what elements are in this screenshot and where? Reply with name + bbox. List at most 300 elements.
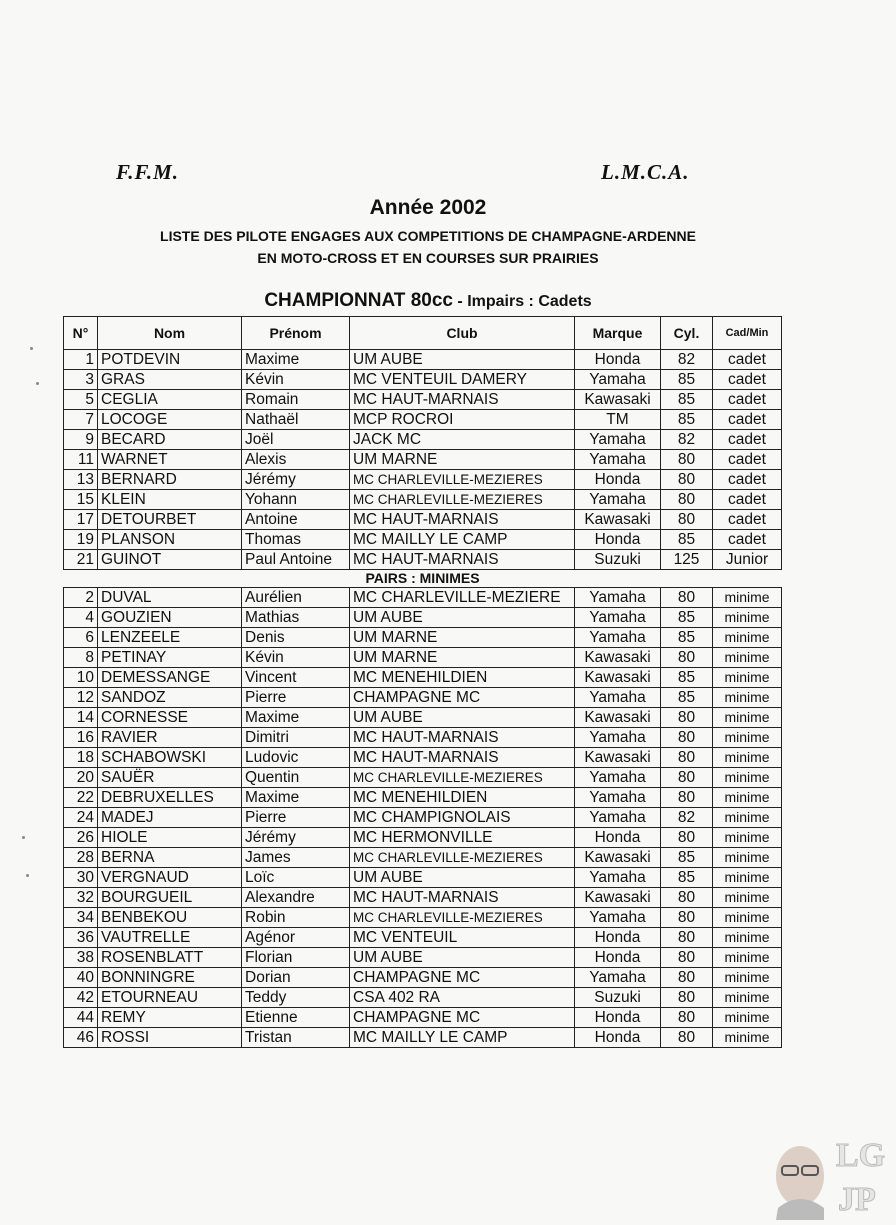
cell-club: MC CHARLEVILLE-MEZIERES — [350, 768, 575, 788]
table-row — [64, 450, 782, 470]
cell-nom: LOCOGE — [98, 410, 242, 430]
cell-number: 15 — [64, 490, 98, 510]
cell-number: 9 — [64, 430, 98, 450]
subtitle-line-1: LISTE DES PILOTE ENGAGES AUX COMPETITIONS DE CHAMPAGNE-ARDENNE — [160, 228, 696, 244]
cell-nom: SCHABOWSKI — [98, 748, 242, 768]
org-ffm: F.F.M. — [116, 160, 180, 184]
cell-prenom: Agénor — [242, 928, 350, 948]
cell-marque: Yamaha — [575, 608, 661, 628]
cell-category: minime — [713, 828, 782, 848]
cell-marque: Suzuki — [575, 988, 661, 1008]
table-row — [64, 530, 782, 550]
watermark-text-bottom: JP — [838, 1181, 876, 1218]
cell-club: MC MENEHILDIEN — [350, 788, 575, 808]
cell-marque: Honda — [575, 1028, 661, 1048]
table-row — [64, 648, 782, 668]
cell-club: UM AUBE — [350, 948, 575, 968]
cell-number: 3 — [64, 370, 98, 390]
cell-category: cadet — [713, 530, 782, 550]
cell-number: 1 — [64, 350, 98, 370]
cell-cyl: 85 — [661, 628, 713, 648]
cell-prenom: Paul Antoine — [242, 550, 350, 570]
cell-prenom: Dorian — [242, 968, 350, 988]
cell-prenom: Alexis — [242, 450, 350, 470]
cell-cyl: 82 — [661, 430, 713, 450]
cell-cyl: 80 — [661, 490, 713, 510]
cell-number: 38 — [64, 948, 98, 968]
cell-cyl: 80 — [661, 968, 713, 988]
cell-number: 42 — [64, 988, 98, 1008]
cell-nom: VERGNAUD — [98, 868, 242, 888]
minimes-section — [64, 588, 782, 1048]
section-divider — [64, 570, 782, 588]
cell-nom: DUVAL — [98, 588, 242, 608]
cell-number: 30 — [64, 868, 98, 888]
cell-marque: Honda — [575, 828, 661, 848]
cell-cyl: 85 — [661, 370, 713, 390]
cell-marque: Kawasaki — [575, 668, 661, 688]
cell-marque: Yamaha — [575, 728, 661, 748]
cell-prenom: Jérémy — [242, 828, 350, 848]
cell-cyl: 80 — [661, 470, 713, 490]
cadets-section — [64, 350, 782, 570]
cell-category: minime — [713, 708, 782, 728]
cell-nom: ETOURNEAU — [98, 988, 242, 1008]
cell-prenom: Nathaël — [242, 410, 350, 430]
cell-club: MC CHARLEVILLE-MEZIERE — [350, 588, 575, 608]
cell-prenom: Joël — [242, 430, 350, 450]
table-row — [64, 988, 782, 1008]
cell-nom: SANDOZ — [98, 688, 242, 708]
cell-nom: WARNET — [98, 450, 242, 470]
table-row — [64, 788, 782, 808]
table-row — [64, 430, 782, 450]
cell-marque: Honda — [575, 470, 661, 490]
cell-marque: Honda — [575, 1008, 661, 1028]
cell-cyl: 80 — [661, 928, 713, 948]
cell-number: 12 — [64, 688, 98, 708]
cell-club: CHAMPAGNE MC — [350, 1008, 575, 1028]
cell-club: UM AUBE — [350, 350, 575, 370]
table-row — [64, 1028, 782, 1048]
cell-marque: Yamaha — [575, 688, 661, 708]
cell-nom: BENBEKOU — [98, 908, 242, 928]
cell-number: 20 — [64, 768, 98, 788]
table-row — [64, 728, 782, 748]
cell-nom: ROSSI — [98, 1028, 242, 1048]
cell-prenom: Jérémy — [242, 470, 350, 490]
cell-club: CSA 402 RA — [350, 988, 575, 1008]
cell-cyl: 80 — [661, 510, 713, 530]
cell-prenom: Dimitri — [242, 728, 350, 748]
cell-prenom: Kévin — [242, 370, 350, 390]
cell-prenom: Maxime — [242, 788, 350, 808]
cell-prenom: Aurélien — [242, 588, 350, 608]
cell-prenom: Thomas — [242, 530, 350, 550]
cell-club: MC MAILLY LE CAMP — [350, 1028, 575, 1048]
cell-marque: Yamaha — [575, 968, 661, 988]
cell-category: minime — [713, 808, 782, 828]
cell-category: minime — [713, 948, 782, 968]
cell-nom: DEBRUXELLES — [98, 788, 242, 808]
cell-cyl: 80 — [661, 588, 713, 608]
table-row — [64, 588, 782, 608]
cell-club: MC HAUT-MARNAIS — [350, 510, 575, 530]
cell-club: CHAMPAGNE MC — [350, 968, 575, 988]
table-row — [64, 888, 782, 908]
table-row — [64, 410, 782, 430]
cell-marque: Kawasaki — [575, 708, 661, 728]
cell-cyl: 125 — [661, 550, 713, 570]
cell-category: minime — [713, 768, 782, 788]
cell-category: minime — [713, 1008, 782, 1028]
cell-number: 5 — [64, 390, 98, 410]
cell-cyl: 85 — [661, 410, 713, 430]
table-row — [64, 928, 782, 948]
cell-club: MC MAILLY LE CAMP — [350, 530, 575, 550]
cell-nom: HIOLE — [98, 828, 242, 848]
cell-club: MC CHARLEVILLE-MEZIERES — [350, 470, 575, 490]
cell-prenom: Denis — [242, 628, 350, 648]
table-row — [64, 948, 782, 968]
championship-name: CHAMPIONNAT 80cc — [264, 290, 453, 311]
cell-club: UM MARNE — [350, 450, 575, 470]
cell-marque: Kawasaki — [575, 888, 661, 908]
cell-number: 22 — [64, 788, 98, 808]
table-row — [64, 628, 782, 648]
cell-number: 26 — [64, 828, 98, 848]
cell-nom: GUINOT — [98, 550, 242, 570]
cell-nom: KLEIN — [98, 490, 242, 510]
cell-club: UM AUBE — [350, 708, 575, 728]
cell-prenom: Pierre — [242, 808, 350, 828]
cell-marque: Yamaha — [575, 490, 661, 510]
cell-club: MC CHARLEVILLE-MEZIERES — [350, 490, 575, 510]
cell-club: MC HAUT-MARNAIS — [350, 728, 575, 748]
cell-club: MC VENTEUIL — [350, 928, 575, 948]
table-row — [64, 688, 782, 708]
cell-category: cadet — [713, 510, 782, 530]
table-row — [64, 708, 782, 728]
col-header-nom: Nom — [98, 317, 242, 350]
col-header-category: Cad/Min — [713, 317, 782, 350]
cell-number: 21 — [64, 550, 98, 570]
org-lmca: L.M.C.A. — [601, 160, 690, 184]
cell-category: minime — [713, 908, 782, 928]
cell-prenom: Vincent — [242, 668, 350, 688]
cell-cyl: 80 — [661, 788, 713, 808]
cell-marque: Yamaha — [575, 370, 661, 390]
cell-number: 28 — [64, 848, 98, 868]
cell-category: minime — [713, 728, 782, 748]
col-header-prenom: Prénom — [242, 317, 350, 350]
cell-category: minime — [713, 788, 782, 808]
cell-number: 13 — [64, 470, 98, 490]
table-row — [64, 1008, 782, 1028]
cell-number: 17 — [64, 510, 98, 530]
cell-club: MC HAUT-MARNAIS — [350, 888, 575, 908]
cell-category: minime — [713, 668, 782, 688]
cell-prenom: Alexandre — [242, 888, 350, 908]
cell-number: 14 — [64, 708, 98, 728]
cell-cyl: 85 — [661, 608, 713, 628]
cell-club: JACK MC — [350, 430, 575, 450]
cell-number: 44 — [64, 1008, 98, 1028]
cell-category: minime — [713, 848, 782, 868]
cell-prenom: Mathias — [242, 608, 350, 628]
cell-club: MC CHARLEVILLE-MEZIERES — [350, 908, 575, 928]
cell-marque: Yamaha — [575, 430, 661, 450]
cell-nom: BOURGUEIL — [98, 888, 242, 908]
cell-nom: PETINAY — [98, 648, 242, 668]
cell-category: cadet — [713, 410, 782, 430]
col-header-marque: Marque — [575, 317, 661, 350]
cell-cyl: 80 — [661, 988, 713, 1008]
cell-marque: Yamaha — [575, 868, 661, 888]
cell-marque: Suzuki — [575, 550, 661, 570]
cell-number: 11 — [64, 450, 98, 470]
col-header-cyl: Cyl. — [661, 317, 713, 350]
cell-nom: REMY — [98, 1008, 242, 1028]
cell-marque: Honda — [575, 948, 661, 968]
cell-nom: GRAS — [98, 370, 242, 390]
cell-prenom: Robin — [242, 908, 350, 928]
cell-nom: PLANSON — [98, 530, 242, 550]
table-row — [64, 968, 782, 988]
cell-cyl: 80 — [661, 828, 713, 848]
cell-prenom: Florian — [242, 948, 350, 968]
cell-marque: Yamaha — [575, 788, 661, 808]
subtitle-line-2: EN MOTO-CROSS ET EN COURSES SUR PRAIRIES — [257, 250, 599, 266]
cell-category: cadet — [713, 450, 782, 470]
scan-speck — [22, 836, 25, 839]
cell-club: UM MARNE — [350, 628, 575, 648]
cell-cyl: 80 — [661, 768, 713, 788]
cell-marque: Yamaha — [575, 628, 661, 648]
table-row — [64, 828, 782, 848]
cell-category: minime — [713, 888, 782, 908]
cell-marque: Yamaha — [575, 450, 661, 470]
cell-prenom: Antoine — [242, 510, 350, 530]
cell-cyl: 85 — [661, 688, 713, 708]
cell-marque: Yamaha — [575, 768, 661, 788]
cell-club: UM AUBE — [350, 608, 575, 628]
cell-category: minime — [713, 748, 782, 768]
cell-cyl: 80 — [661, 450, 713, 470]
cell-cyl: 82 — [661, 808, 713, 828]
cell-prenom: Kévin — [242, 648, 350, 668]
cell-marque: Honda — [575, 928, 661, 948]
cell-cyl: 80 — [661, 908, 713, 928]
cell-marque: Honda — [575, 350, 661, 370]
cell-marque: Kawasaki — [575, 510, 661, 530]
cell-marque: Yamaha — [575, 908, 661, 928]
cell-marque: Kawasaki — [575, 848, 661, 868]
watermark-text-top: LG — [836, 1137, 886, 1174]
cell-nom: RAVIER — [98, 728, 242, 748]
cell-cyl: 80 — [661, 1028, 713, 1048]
cell-marque: Honda — [575, 530, 661, 550]
cell-number: 32 — [64, 888, 98, 908]
cell-nom: BERNA — [98, 848, 242, 868]
portrait-photo-icon — [768, 1128, 888, 1220]
cell-marque: Kawasaki — [575, 748, 661, 768]
cell-number: 10 — [64, 668, 98, 688]
table-row — [64, 550, 782, 570]
cell-marque: Kawasaki — [575, 390, 661, 410]
cell-category: minime — [713, 608, 782, 628]
cell-category: minime — [713, 628, 782, 648]
cell-number: 36 — [64, 928, 98, 948]
cell-nom: VAUTRELLE — [98, 928, 242, 948]
cell-nom: POTDEVIN — [98, 350, 242, 370]
scan-speck — [26, 874, 29, 877]
cell-category: cadet — [713, 390, 782, 410]
cell-category: minime — [713, 968, 782, 988]
cell-cyl: 85 — [661, 848, 713, 868]
cell-nom: DEMESSANGE — [98, 668, 242, 688]
cell-category: minime — [713, 1028, 782, 1048]
cell-club: MC VENTEUIL DAMERY — [350, 370, 575, 390]
cell-cyl: 80 — [661, 748, 713, 768]
cell-marque: TM — [575, 410, 661, 430]
table-row — [64, 370, 782, 390]
cell-cyl: 80 — [661, 948, 713, 968]
cell-nom: DETOURBET — [98, 510, 242, 530]
section-label: PAIRS : MINIMES — [64, 570, 782, 588]
cell-cyl: 85 — [661, 868, 713, 888]
cell-marque: Yamaha — [575, 808, 661, 828]
cell-category: minime — [713, 988, 782, 1008]
cell-category: cadet — [713, 350, 782, 370]
cell-nom: GOUZIEN — [98, 608, 242, 628]
col-header-club: Club — [350, 317, 575, 350]
table-row — [64, 350, 782, 370]
table-row — [64, 608, 782, 628]
table-row — [64, 470, 782, 490]
championship-category: - Impairs : Cadets — [452, 293, 592, 310]
cell-nom: BONNINGRE — [98, 968, 242, 988]
cell-club: MC HERMONVILLE — [350, 828, 575, 848]
cell-number: 8 — [64, 648, 98, 668]
cell-prenom: Tristan — [242, 1028, 350, 1048]
cell-prenom: Loïc — [242, 868, 350, 888]
table-row — [64, 668, 782, 688]
cell-club: MC HAUT-MARNAIS — [350, 550, 575, 570]
cell-nom: CORNESSE — [98, 708, 242, 728]
cell-prenom: James — [242, 848, 350, 868]
cell-number: 19 — [64, 530, 98, 550]
cell-club: MC CHARLEVILLE-MEZIERES — [350, 848, 575, 868]
cell-prenom: Quentin — [242, 768, 350, 788]
cell-club: MC CHAMPIGNOLAIS — [350, 808, 575, 828]
table-header-row — [64, 317, 782, 350]
cell-number: 24 — [64, 808, 98, 828]
document-year: Année 2002 — [369, 196, 487, 219]
cell-number: 6 — [64, 628, 98, 648]
cell-cyl: 82 — [661, 350, 713, 370]
cell-club: CHAMPAGNE MC — [350, 688, 575, 708]
cell-number: 2 — [64, 588, 98, 608]
cell-club: MC HAUT-MARNAIS — [350, 748, 575, 768]
pilot-table — [63, 316, 782, 1048]
table-row — [64, 848, 782, 868]
cell-category: minime — [713, 868, 782, 888]
cell-nom: MADEJ — [98, 808, 242, 828]
table-row — [64, 510, 782, 530]
cell-prenom: Romain — [242, 390, 350, 410]
cell-marque: Yamaha — [575, 588, 661, 608]
cell-number: 40 — [64, 968, 98, 988]
cell-number: 7 — [64, 410, 98, 430]
cell-cyl: 80 — [661, 728, 713, 748]
cell-cyl: 85 — [661, 390, 713, 410]
scan-speck — [30, 347, 33, 350]
cell-prenom: Maxime — [242, 350, 350, 370]
cell-prenom: Pierre — [242, 688, 350, 708]
cell-cyl: 80 — [661, 888, 713, 908]
cell-club: UM MARNE — [350, 648, 575, 668]
table-row — [64, 868, 782, 888]
cell-category: cadet — [713, 470, 782, 490]
cell-cyl: 80 — [661, 648, 713, 668]
championship-title — [0, 290, 856, 312]
cell-prenom: Yohann — [242, 490, 350, 510]
cell-club: MCP ROCROI — [350, 410, 575, 430]
table-row — [64, 808, 782, 828]
scan-speck — [36, 382, 39, 385]
col-header-number: N° — [64, 317, 98, 350]
cell-category: Junior — [713, 550, 782, 570]
cell-category: minime — [713, 648, 782, 668]
cell-nom: SAUËR — [98, 768, 242, 788]
table-row — [64, 490, 782, 510]
cell-number: 16 — [64, 728, 98, 748]
cell-prenom: Teddy — [242, 988, 350, 1008]
cell-nom: CEGLIA — [98, 390, 242, 410]
cell-prenom: Maxime — [242, 708, 350, 728]
cell-club: MC MENEHILDIEN — [350, 668, 575, 688]
cell-category: minime — [713, 928, 782, 948]
cell-cyl: 85 — [661, 668, 713, 688]
cell-category: minime — [713, 588, 782, 608]
cell-number: 18 — [64, 748, 98, 768]
cell-nom: ROSENBLATT — [98, 948, 242, 968]
cell-prenom: Etienne — [242, 1008, 350, 1028]
cell-number: 4 — [64, 608, 98, 628]
cell-category: cadet — [713, 430, 782, 450]
cell-nom: BERNARD — [98, 470, 242, 490]
cell-marque: Kawasaki — [575, 648, 661, 668]
table-row — [64, 390, 782, 410]
section-row-minimes — [64, 570, 782, 588]
cell-nom: BECARD — [98, 430, 242, 450]
table-row — [64, 908, 782, 928]
cell-club: UM AUBE — [350, 868, 575, 888]
cell-cyl: 80 — [661, 708, 713, 728]
cell-category: minime — [713, 688, 782, 708]
cell-club: MC HAUT-MARNAIS — [350, 390, 575, 410]
cell-cyl: 80 — [661, 1008, 713, 1028]
cell-number: 46 — [64, 1028, 98, 1048]
cell-category: cadet — [713, 370, 782, 390]
cell-prenom: Ludovic — [242, 748, 350, 768]
cell-cyl: 85 — [661, 530, 713, 550]
cell-category: cadet — [713, 490, 782, 510]
cell-nom: LENZEELE — [98, 628, 242, 648]
cell-number: 34 — [64, 908, 98, 928]
table-row — [64, 748, 782, 768]
